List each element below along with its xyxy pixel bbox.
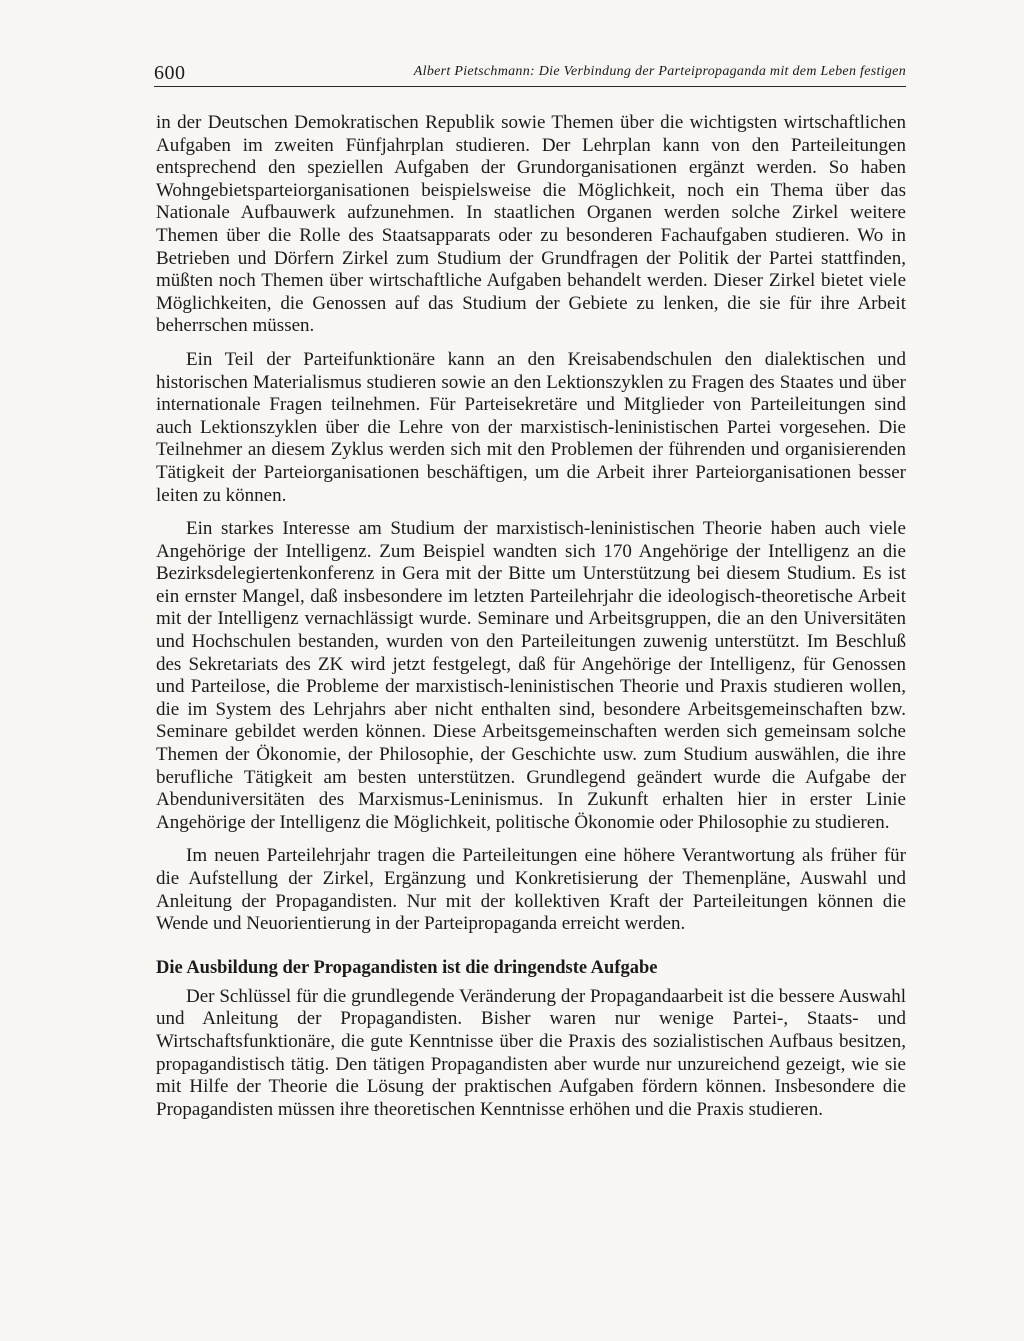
body-text: [156, 112, 906, 1132]
paragraph-party-leadership: Im neuen Parteilehrjahr tragen die Parteileitungen eine höhere Verantwortung als früher für die Aufstellung der Zirkel, Ergänzung und Konkretisierung der Themenpläne, Auswahl und Anleitung der Propagandisten. Nur mit der kollektiven Kraft der Parteileitungen können die Wende und Neuorientierung in der Parteipropaganda erreicht werden.: [156, 845, 906, 935]
section-heading: Die Ausbildung der Propagandisten ist die dringendste Aufgabe: [156, 957, 658, 978]
paragraph-continuation: in der Deutschen Demokratischen Republik sowie Themen über die wichtigsten wirtschaftlichen Aufgaben im zweiten Fünfjahrplan studieren. Der Lehrplan kann von den Parteileitungen entsprechend den speziellen Aufgaben der Grundorganisationen ergänzt werden. So haben Wohngebietsparteiorganisationen beispielsweise die Möglichkeit, noch ein Thema über das Nationale Aufbauwerk aufzunehmen. In staatlichen Organen werden solche Zirkel weitere Themen über die Rolle des Staatsapparats oder zu besonderen Fachaufgaben studieren. Wo in Betrieben und Dörfern Zirkel zum Studium der Grundfragen der Politik der Partei stattfinden, müßten noch Themen über wirtschaftliche Aufgaben behandelt werden. Dieser Zirkel bietet viele Möglichkeiten, die Genossen auf das Studium der Gebiete zu lenken, die sie für ihre Arbeit beherrschen müssen.: [156, 112, 906, 337]
running-header: [154, 60, 906, 87]
paragraph-party-functionaries: Ein Teil der Parteifunktionäre kann an den Kreisabendschulen den dialektischen und historischen Materialismus studieren sowie an den Lektionszyklen zu Fragen des Staates und über internationale Fragen teilnehmen. Für Parteisekretäre und Mitglieder von Parteileitungen sind auch Lektionszyklen über die Lehre von der marxistisch-leninistischen Partei vorgesehen. Die Teilnehmer an diesem Zyklus werden sich mit den Problemen der führenden und organisierenden Tätigkeit der Parteiorganisationen beschäftigen, um die Arbeit ihrer Parteiorganisationen besser leiten zu können.: [156, 348, 906, 506]
paragraph-propagandists: Der Schlüssel für die grundlegende Veränderung der Propagandaarbeit ist die bessere Auswahl und Anleitung der Propagandisten. Bisher waren nur wenige Partei-, Staats- und Wirtschaftsfunktionäre, die gute Kenntnisse über die Praxis des sozialistischen Aufbaus besitzen, propagandistisch tätig. Den tätigen Propagandisten aber wurde nur unzureichend gezeigt, wie sie mit Hilfe der Theorie die Lösung der praktischen Aufgaben fördern können. Insbesondere die Propagandisten müssen ihre theoretischen Kenntnisse erhöhen und die Praxis studieren.: [156, 985, 906, 1120]
running-title: Albert Pietschmann: Die Verbindung der Parteipropaganda mit dem Leben festigen: [413, 64, 906, 79]
paragraph-intelligentsia: Ein starkes Interesse am Studium der marxistisch-leninistischen Theorie haben auch viele Angehörige der Intelligenz. Zum Beispiel wandten sich 170 Angehörige der Intelligenz an die Bezirksdelegiertenkonferenz in Gera mit der Bitte um Unterstützung bei diesem Studium. Es ist ein ernster Mangel, daß insbesondere im letzten Parteilehrjahr die ideologisch-theoretische Arbeit mit der Intelligenz vernachlässigt wurde. Seminare und Arbeitsgruppen, die an den Universitäten und Hochschulen bestanden, wurden von den Parteileitungen zuwenig unterstützt. Im Beschluß des Sekretariats des ZK wird jetzt festgelegt, daß für Angehörige der Intelligenz, für Genossen und Parteilose, die Probleme der marxistisch-leninistischen Theorie und Praxis studieren wollen, die im System des Lehrjahrs aber nicht enthalten sind, besondere Arbeitsgemeinschaften bzw. Seminare gebildet werden können. Diese Arbeitsgemeinschaften werden sich gemeinsam solche Themen der Ökonomie, der Philosophie, der Geschichte usw. zum Studium auswählen, die ihre berufliche Tätigkeit am besten unterstützen. Grundlegend geändert wurde die Aufgabe der Abenduniversitäten des Marxismus-Leninismus. In Zukunft erhalten hier in erster Linie Angehörige der Intelligenz die Möglichkeit, politische Ökonomie oder Philosophie zu studieren.: [156, 518, 906, 833]
page-number: 600: [154, 62, 186, 84]
